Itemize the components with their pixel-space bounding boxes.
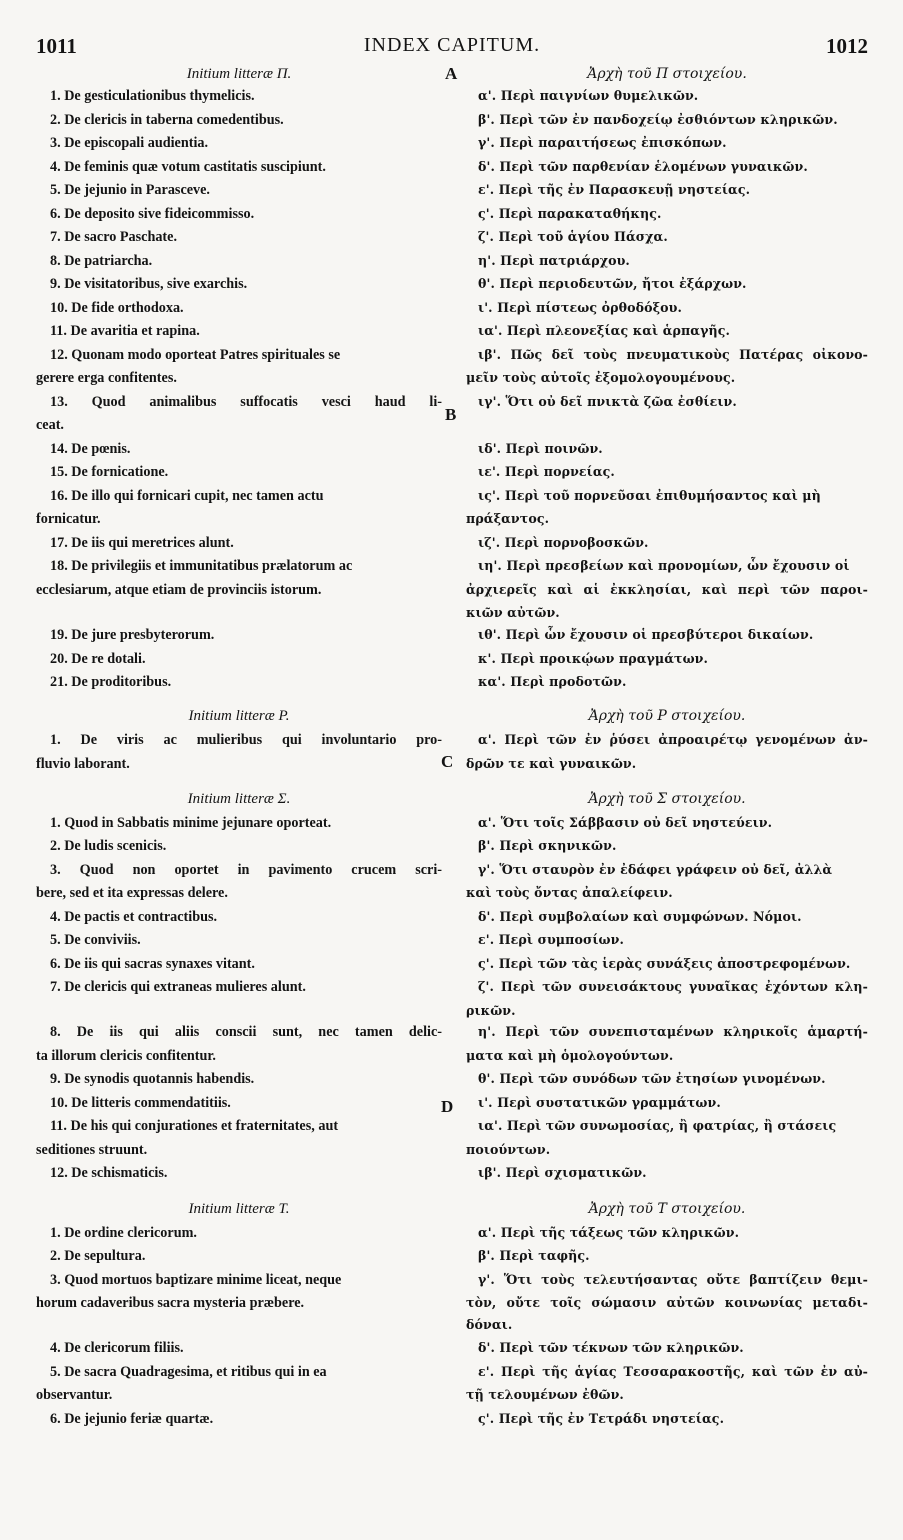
greek-index-line: ποιούντων. bbox=[466, 1142, 551, 1157]
latin-index-line: 2. De sepultura. bbox=[50, 1248, 146, 1264]
latin-index-line: 3. Quod mortuos baptizare minime liceat, neque bbox=[50, 1272, 342, 1288]
greek-index-line: β'. Περὶ σκηνικῶν. bbox=[478, 838, 617, 853]
latin-index-line: 5. De jejunio in Parasceve. bbox=[50, 182, 210, 198]
latin-index-line: ecclesiarum, atque etiam de provinciis istorum. bbox=[36, 582, 322, 598]
greek-index-line: ζ'. Περὶ τῶν συνεισάκτους γυναῖκας ἐχόντων κλη- bbox=[478, 979, 868, 994]
greek-index-line: ματα καὶ μὴ ὁμολογούντων. bbox=[466, 1048, 674, 1063]
greek-index-line: η'. Περὶ τῶν συνεπισταμένων κληρικοῖς ἁμαρτή- bbox=[478, 1024, 868, 1039]
latin-index-line: 9. De visitatoribus, sive exarchis. bbox=[50, 276, 248, 292]
margin-marker-d: D bbox=[441, 1097, 454, 1116]
greek-index-line: ι'. Περὶ συστατικῶν γραμμάτων. bbox=[478, 1095, 721, 1110]
latin-index-line: 18. De privilegiis et immunitatibus prælatorum ac bbox=[50, 558, 353, 574]
latin-index-line: 14. De pœnis. bbox=[50, 441, 131, 457]
latin-index-line: 1. De gesticulationibus thymelicis. bbox=[50, 88, 255, 104]
latin-index-line: 20. De re dotali. bbox=[50, 651, 146, 667]
greek-index-line: θ'. Περὶ τῶν συνόδων τῶν ἐτησίων γινομένων. bbox=[478, 1071, 826, 1086]
latin-index-line: 6. De deposito sive fideicommisso. bbox=[50, 206, 255, 222]
greek-index-line: τῇ τελουμένων ἐθῶν. bbox=[466, 1387, 624, 1402]
latin-index-line: 11. De his qui conjurationes et fraternitates, aut bbox=[50, 1118, 339, 1134]
greek-index-line: ε'. Περὶ τῆς ἁγίας Τεσσαρακοστῆς, καὶ τῶν ἐν αὐ- bbox=[478, 1364, 868, 1379]
greek-index-line: καὶ τοὺς ὄντας ἀπαλείφειν. bbox=[466, 885, 673, 900]
greek-index-line: ε'. Περὶ τῆς ἐν Παρασκευῇ νηστείας. bbox=[478, 182, 751, 197]
greek-index-line: ρικῶν. bbox=[466, 1003, 516, 1018]
greek-index-line: μεῖν τοὺς αὐτοῖς ἐξομολογουμένους. bbox=[466, 370, 736, 385]
greek-index-line: κα'. Περὶ προδοτῶν. bbox=[478, 674, 627, 689]
greek-index-line: β'. Περὶ τῶν ἐν πανδοχείῳ ἐσθιόντων κληρικῶν. bbox=[478, 112, 838, 127]
latin-section-heading-rho: Initium litteræ Ρ. bbox=[188, 708, 290, 724]
greek-index-line: ιγ'. Ὅτι οὐ δεῖ πνικτὰ ζῶα ἐσθίειν. bbox=[478, 394, 737, 409]
latin-index-line: 11. De avaritia et rapina. bbox=[50, 323, 200, 339]
greek-index-line: θ'. Περὶ περιοδευτῶν, ἤτοι ἐξάρχων. bbox=[478, 276, 747, 291]
latin-index-line: observantur. bbox=[36, 1387, 113, 1403]
greek-index-line: α'. Περὶ τῶν ἐν ῥύσει ἀπροαιρέτῳ γενομένων ἀν- bbox=[478, 732, 868, 747]
latin-index-line: fluvio laborant. bbox=[36, 756, 130, 772]
greek-index-line: κ'. Περὶ προικῴων πραγμάτων. bbox=[478, 651, 708, 666]
latin-index-line: 5. De sacra Quadragesima, et ritibus qui in ea bbox=[50, 1364, 327, 1380]
latin-index-line: 4. De feminis quæ votum castitatis suscipiunt. bbox=[50, 159, 326, 175]
greek-index-line: ιβ'. Πῶς δεῖ τοὺς πνευματικοὺς Πατέρας οἰκονο- bbox=[478, 347, 868, 362]
greek-section-heading-rho: Ἀρχὴ τοῦ Ρ στοιχείου. bbox=[588, 708, 746, 724]
latin-index-line: bere, sed et ita expressas delere. bbox=[36, 885, 228, 901]
greek-index-line: ιε'. Περὶ πορνείας. bbox=[478, 464, 615, 479]
latin-index-line: 3. De episcopali audientia. bbox=[50, 135, 209, 151]
latin-index-line: ta illorum clericis confitentur. bbox=[36, 1048, 216, 1064]
latin-index-line: gerere erga confitentes. bbox=[36, 370, 177, 386]
greek-index-line: ις'. Περὶ τοῦ πορνεῦσαι ἐπιθυμήσαντος καὶ μὴ bbox=[478, 488, 821, 503]
greek-index-line: δ'. Περὶ συμβολαίων καὶ συμφώνων. Νόμοι. bbox=[478, 909, 802, 924]
latin-index-line: 6. De jejunio feriæ quartæ. bbox=[50, 1411, 214, 1427]
latin-index-line: fornicatur. bbox=[36, 511, 101, 527]
greek-index-line: ς'. Περὶ τῆς ἐν Τετράδι νηστείας. bbox=[478, 1411, 725, 1426]
latin-index-line: 19. De jure presbyterorum. bbox=[50, 627, 215, 643]
greek-index-line: τὸν, οὔτε τοῖς σώμασιν αὐτῶν κοινωνίας μεταδι- bbox=[466, 1295, 868, 1310]
latin-index-line: 8. De patriarcha. bbox=[50, 253, 153, 269]
greek-index-line: ιη'. Περὶ πρεσβείων καὶ προνομίων, ὧν ἔχουσιν οἱ bbox=[478, 558, 850, 573]
margin-marker-c: C bbox=[441, 752, 454, 771]
latin-index-line: 13. Quod animalibus suffocatis vesci haud li- bbox=[50, 394, 442, 410]
latin-index-line: 8. De iis qui aliis conscii sunt, nec tamen delic- bbox=[50, 1024, 442, 1040]
greek-index-line: ἀρχιερεῖς καὶ αἱ ἐκκλησίαι, καὶ περὶ τῶν παροι- bbox=[466, 582, 868, 597]
margin-marker-a: A bbox=[445, 64, 458, 83]
greek-index-line: γ'. Ὅτι τοὺς τελευτήσαντας οὔτε βαπτίζειν θεμι- bbox=[478, 1272, 868, 1287]
latin-section-heading-sigma: Initium litteræ Σ. bbox=[187, 791, 291, 807]
latin-index-line: 2. De ludis scenicis. bbox=[50, 838, 167, 854]
latin-index-line: 6. De iis qui sacras synaxes vitant. bbox=[50, 956, 255, 972]
greek-index-line: δόναι. bbox=[466, 1317, 513, 1332]
greek-index-line: ζ'. Περὶ τοῦ ἁγίου Πάσχα. bbox=[478, 229, 668, 244]
latin-index-line: 12. Quonam modo oporteat Patres spirituales se bbox=[50, 347, 341, 363]
latin-index-line: 1. De ordine clericorum. bbox=[50, 1225, 197, 1241]
latin-index-line: 3. Quod non oportet in pavimento crucem scri- bbox=[50, 862, 442, 878]
latin-index-line: 1. De viris ac mulieribus qui involuntario pro- bbox=[50, 732, 442, 748]
greek-index-line: ιδ'. Περὶ ποινῶν. bbox=[478, 441, 603, 456]
greek-index-line: πράξαντος. bbox=[466, 511, 550, 526]
latin-index-line: ceat. bbox=[36, 417, 64, 433]
latin-index-line: 10. De fide orthodoxa. bbox=[50, 300, 184, 316]
latin-index-line: 12. De schismaticis. bbox=[50, 1165, 168, 1181]
latin-section-heading-pi: Initium litteræ Π. bbox=[186, 66, 292, 82]
greek-index-line: ι'. Περὶ πίστεως ὀρθοδόξου. bbox=[478, 300, 682, 315]
latin-index-line: seditiones struunt. bbox=[36, 1142, 148, 1158]
latin-index-line: 10. De litteris commendatitiis. bbox=[50, 1095, 231, 1111]
latin-index-line: 16. De illo qui fornicari cupit, nec tamen actu bbox=[50, 488, 324, 504]
greek-section-heading-sigma: Ἀρχὴ τοῦ Σ στοιχείου. bbox=[588, 791, 746, 807]
latin-index-line: 4. De pactis et contractibus. bbox=[50, 909, 218, 925]
greek-index-line: ε'. Περὶ συμποσίων. bbox=[478, 932, 624, 947]
greek-index-line: ια'. Περὶ τῶν συνωμοσίας, ἢ φατρίας, ἢ στάσεις bbox=[478, 1118, 837, 1133]
latin-index-line: 15. De fornicatione. bbox=[50, 464, 169, 480]
latin-index-line: 4. De clericorum filiis. bbox=[50, 1340, 184, 1356]
latin-index-line: 1. Quod in Sabbatis minime jejunare oporteat. bbox=[50, 815, 332, 831]
greek-index-line: δ'. Περὶ τῶν τέκνων τῶν κληρικῶν. bbox=[478, 1340, 744, 1355]
greek-index-line: κιῶν αὐτῶν. bbox=[466, 605, 560, 620]
greek-index-line: ια'. Περὶ πλεονεξίας καὶ ἁρπαγῆς. bbox=[478, 323, 731, 338]
page-title: INDEX CAPITUM. bbox=[363, 34, 541, 56]
left-page-number: 1011 bbox=[36, 34, 77, 58]
greek-index-line: ιβ'. Περὶ σχισματικῶν. bbox=[478, 1165, 647, 1180]
greek-index-line: γ'. Περὶ παραιτήσεως ἐπισκόπων. bbox=[478, 135, 727, 150]
greek-index-line: β'. Περὶ ταφῆς. bbox=[478, 1248, 590, 1263]
margin-marker-b: B bbox=[445, 405, 457, 424]
latin-index-line: 7. De clericis qui extraneas mulieres alunt. bbox=[50, 979, 306, 995]
greek-index-line: δρῶν τε καὶ γυναικῶν. bbox=[466, 756, 637, 771]
latin-section-heading-tau: Initium litteræ Τ. bbox=[188, 1201, 290, 1217]
latin-index-line: 7. De sacro Paschate. bbox=[50, 229, 178, 245]
greek-section-heading-tau: Ἀρχὴ τοῦ Τ στοιχείου. bbox=[588, 1201, 746, 1217]
greek-index-line: α'. Περὶ παιγνίων θυμελικῶν. bbox=[478, 88, 699, 103]
latin-index-line: horum cadaveribus sacra mysteria præbere. bbox=[36, 1295, 305, 1311]
greek-index-line: δ'. Περὶ τῶν παρθενίαν ἑλομένων γυναικῶν. bbox=[478, 159, 808, 174]
greek-index-line: γ'. Ὅτι σταυρὸν ἐν ἐδάφει γράφειν οὐ δεῖ, ἀλλὰ bbox=[478, 862, 833, 877]
greek-index-line: ς'. Περὶ παρακαταθήκης. bbox=[478, 206, 662, 221]
latin-index-line: 5. De conviviis. bbox=[50, 932, 141, 948]
greek-section-heading-pi: Ἀρχὴ τοῦ Π στοιχείου. bbox=[587, 66, 747, 82]
latin-index-line: 21. De proditoribus. bbox=[50, 674, 172, 690]
greek-index-line: ς'. Περὶ τῶν τὰς ἱερὰς συνάξεις ἀποστρεφομένων. bbox=[478, 956, 851, 971]
latin-index-line: 2. De clericis in taberna comedentibus. bbox=[50, 112, 284, 128]
latin-index-line: 9. De synodis quotannis habendis. bbox=[50, 1071, 255, 1087]
greek-index-line: η'. Περὶ πατριάρχου. bbox=[478, 253, 630, 268]
right-page-number: 1012 bbox=[826, 34, 868, 58]
greek-index-line: ιζ'. Περὶ πορνοβοσκῶν. bbox=[478, 535, 649, 550]
greek-index-line: α'. Περὶ τῆς τάξεως τῶν κληρικῶν. bbox=[478, 1225, 740, 1240]
greek-index-line: α'. Ὅτι τοῖς Σάββασιν οὐ δεῖ νηστεύειν. bbox=[478, 815, 773, 830]
greek-index-line: ιθ'. Περὶ ὧν ἔχουσιν οἱ πρεσβύτεροι δικαίων. bbox=[478, 627, 814, 642]
page-header bbox=[36, 34, 868, 62]
latin-index-line: 17. De iis qui meretrices alunt. bbox=[50, 535, 234, 551]
